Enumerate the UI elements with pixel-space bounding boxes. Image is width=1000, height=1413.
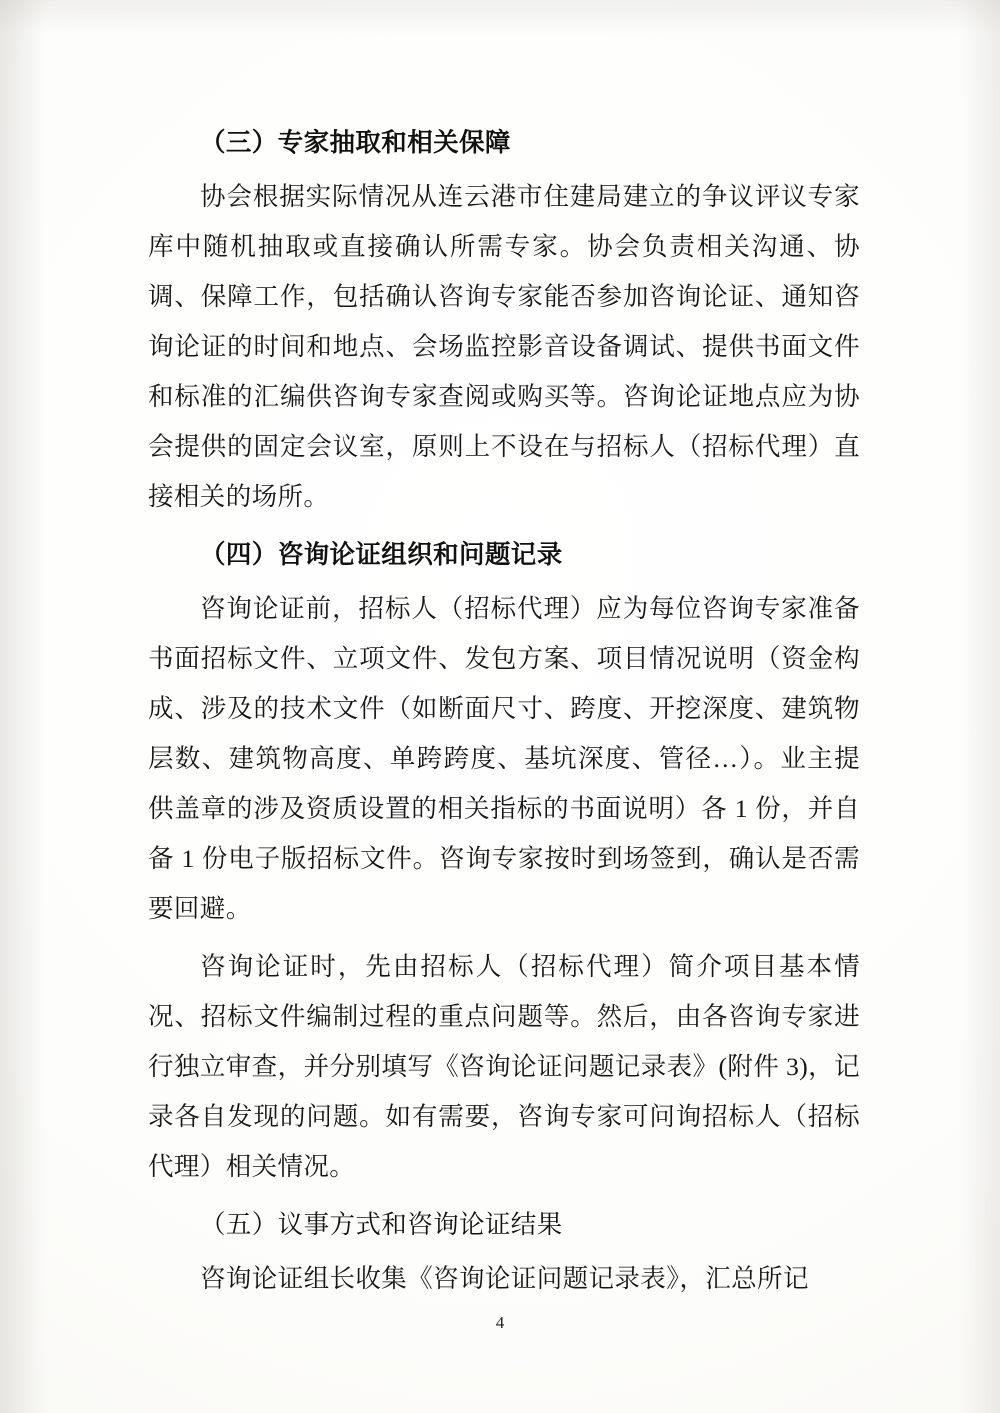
scan-edge-shadow-top <box>0 0 1000 34</box>
scan-edge-shadow-left <box>0 0 46 1413</box>
scan-edge-shadow-right <box>960 0 1000 1413</box>
section-heading-4: （四）咨询论证组织和问题记录 <box>200 541 563 569</box>
paragraph-results-collection: 咨询论证组长收集《咨询论证问题记录表》，汇总所记 <box>200 1264 809 1293</box>
section-heading-3: （三）专家抽取和相关保障 <box>200 129 511 157</box>
paragraph-consultation-process: 咨询论证时，先由招标人（招标代理）简介项目基本情况、招标文件编制过程的重点问题等。然后，由各咨询专家进行独立审查，并分别填写《咨询论证问题记录表》(附件 3)，记录各自发现的问题。如有需要，咨询专家可问询招标人（招标代理）相关情况。 <box>148 952 860 1181</box>
paragraph-materials-preparation: 咨询论证前，招标人（招标代理）应为每位咨询专家准备书面招标文件、立项文件、发包方案、项目情况说明（资金构成、涉及的技术文件（如断面尺寸、跨度、开挖深度、建筑物层数、建筑物高度、单跨跨度、基坑深度、管径…）。业主提供盖章的涉及资质设置的相关指标的书面说明）各 1 份，并自备 1 份电子版招标文件。咨询专家按时到场签到，确认是否需要回避。 <box>148 594 860 923</box>
page-number: 4 <box>495 1313 505 1332</box>
paragraph-expert-selection: 协会根据实际情况从连云港市住建局建立的争议评议专家库中随机抽取或直接确认所需专家。协会负责相关沟通、协调、保障工作，包括确认咨询专家能否参加咨询论证、通知咨询论证的时间和地点、会场监控影音设备调试、提供书面文件和标准的汇编供咨询专家查阅或购买等。咨询论证地点应为协会提供的固定会议室，原则上不设在与招标人（招标代理）直接相关的场所。 <box>148 182 860 511</box>
section-heading-5: （五）议事方式和咨询论证结果 <box>200 1210 563 1239</box>
document-body <box>148 118 860 1304</box>
